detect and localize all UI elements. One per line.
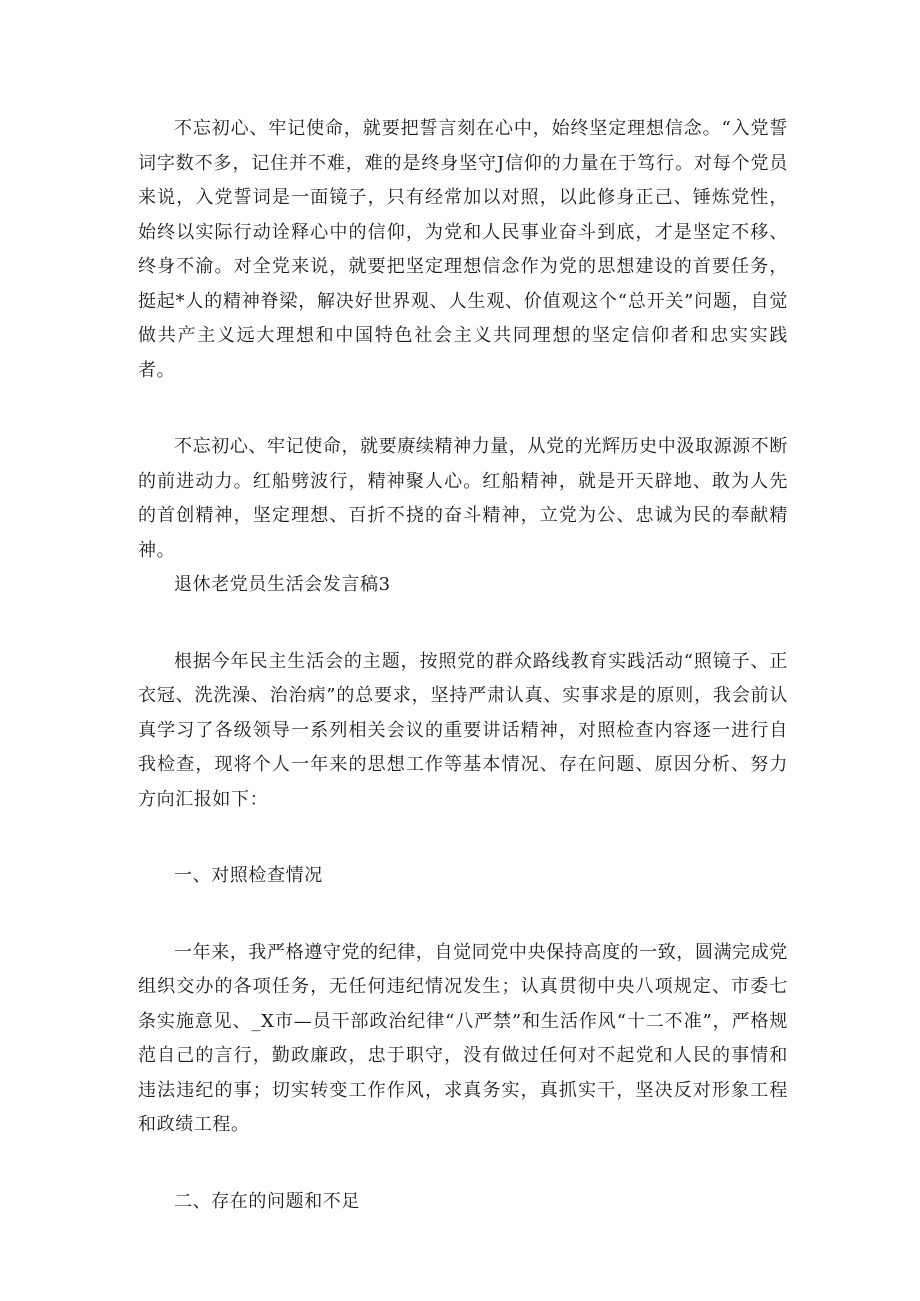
heading-problems: 二、存在的问题和不足 xyxy=(174,1190,360,1212)
paragraph-ideals: 不忘初心、牢记使命，就要把誓言刻在心中，始终坚定理想信念。“入党誓词字数不多，记住并不难，难的是终身坚守J信仰的力量在于笃行。对每个党员来说，入党誓词是一面镜子，只有经常加以对照，以此修身正己、锤炼党性，始终以实际行动诠释心中的信仰，为党和人民事业奋斗到底，才是坚定不移、终身不渝。对全党来说，就要把坚定理想信念作为党的思想建设的首要任务，挺起*人的精神脊梁，解决好世界观、人生观、价值观这个“总开关”问题，自觉做共产主义远大理想和中国特色社会主义共同理想的坚定信仰者和忠实实践者。 xyxy=(138,118,788,381)
document-page xyxy=(138,112,788,1219)
paragraph-gap xyxy=(138,388,788,430)
paragraph-red-boat-spirit: 不忘初心、牢记使命，就要赓续精神力量，从党的光辉历史中汲取源源不断的前进动力。红船劈波行，精神聚人心。红船精神，就是开天辟地、敢为人先的首创精神，坚定理想、百折不挠的奋斗精神，立党为公、忠诚为民的奉献精神。 xyxy=(138,436,788,561)
paragraph-inspection-detail: 一年来，我严格遵守党的纪律，自觉同党中央保持高度的一致，圆满完成党组织交办的各项任务，无任何违纪情况发生；认真贯彻中央八项规定、市委七条实施意见、_X市—员干部政治纪律“八严禁”和生活作风“十二不准”，严格规范自己的言行，勤政廉政，忠于职守，没有做过任何对不起党和人民的事情和违法违纪的事；切实转变工作作风，求真务实，真抓实干，坚决反对形象工程和政绩工程。 xyxy=(138,941,788,1135)
section-title: 退休老党员生活会发言稿3 xyxy=(174,574,391,595)
paragraph-intro: 根据今年民主生活会的主题，按照党的群众路线教育实践活动“照镜子、正衣冠、洗洗澡、治治病”的总要求，坚持严肃认真、实事求是的原则，我会前认真学习了各级领导一系列相关会议的重要讲话精神，对照检查内容逐一进行自我检查，现将个人一年来的思想工作等基本情况、存在问题、原因分析、努力方向汇报如下： xyxy=(138,650,788,810)
paragraph-gap xyxy=(138,1143,788,1185)
paragraph-gap xyxy=(138,817,788,859)
paragraph-gap xyxy=(138,894,788,936)
heading-inspection: 一、对照检查情况 xyxy=(174,865,323,886)
paragraph-gap xyxy=(138,603,788,645)
